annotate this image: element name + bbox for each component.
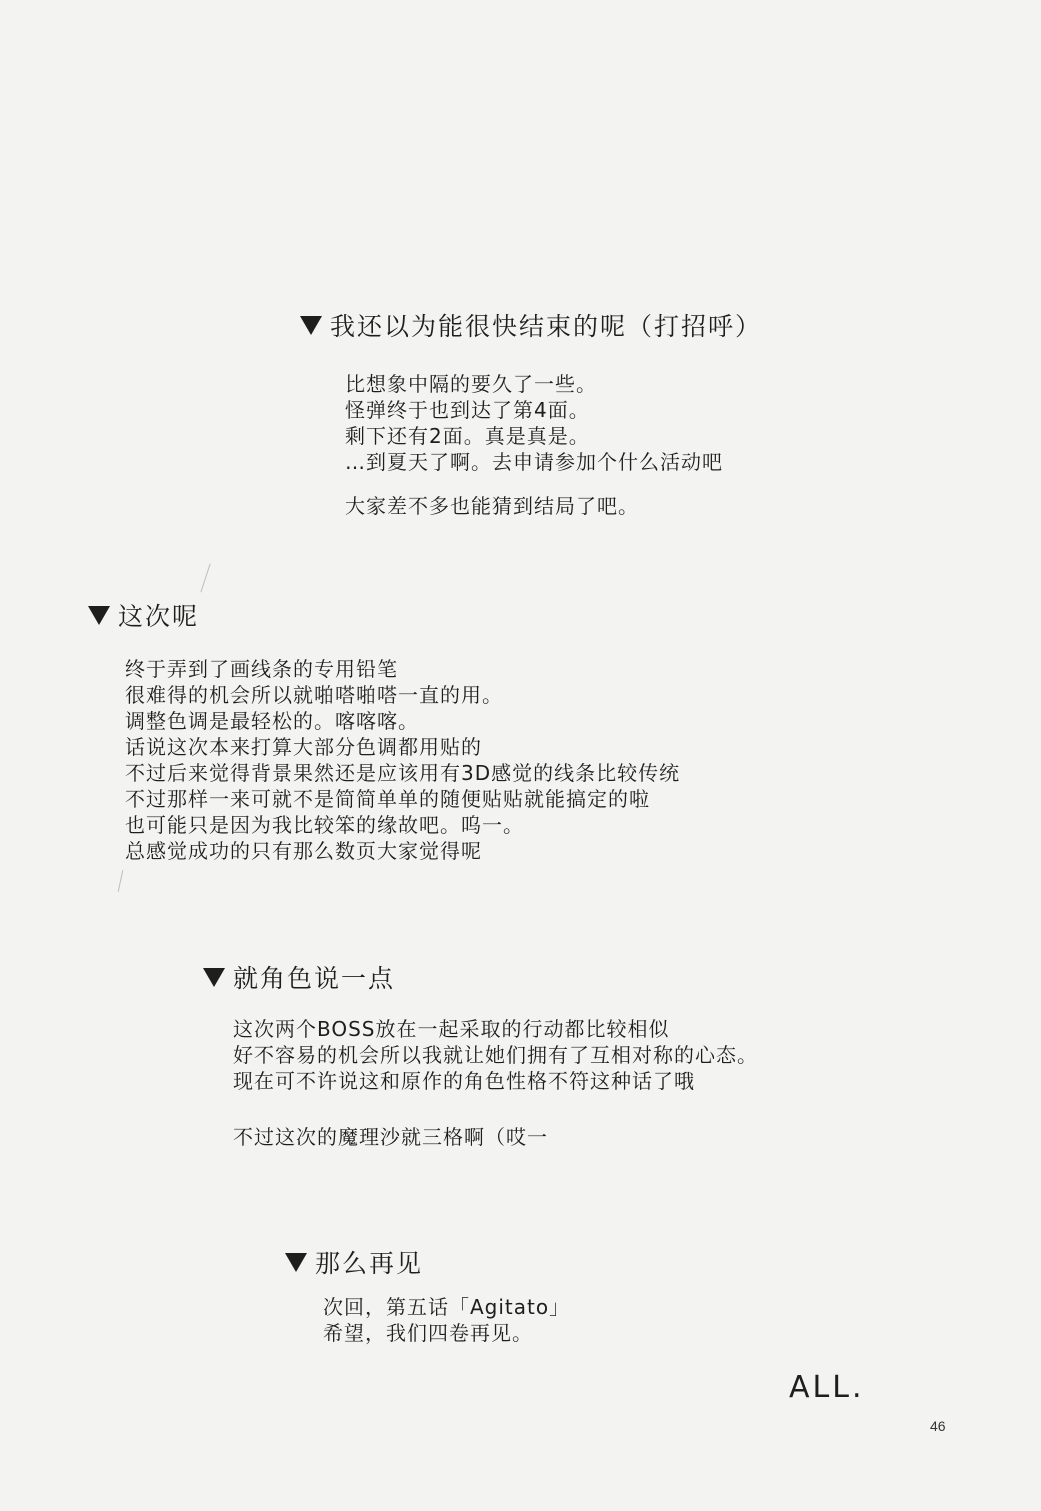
section-body — [125, 656, 680, 864]
section-heading — [300, 308, 762, 342]
triangle-bullet-icon — [285, 1253, 307, 1272]
text-line: 也可能只是因为我比较笨的缘故吧。呜一。 — [125, 813, 524, 837]
triangle-bullet-icon — [300, 316, 322, 335]
heading-text: 这次呢 — [118, 602, 200, 631]
pencil-stroke — [200, 564, 210, 593]
text-line: 调整色调是最轻松的。喀喀喀。 — [125, 709, 419, 733]
text-line: 总感觉成功的只有那么数页大家觉得呢 — [125, 839, 482, 863]
author-signature: ALL. — [789, 1370, 865, 1405]
section-heading — [203, 960, 758, 994]
text-line: 这次两个BOSS放在一起采取的行动都比较相似 — [233, 1017, 670, 1041]
heading-text: 就角色说一点 — [233, 964, 396, 993]
section-body — [345, 371, 762, 519]
text-line: 比想象中隔的要久了一些。 — [345, 372, 597, 396]
text-line: 现在可不许说这和原作的角色性格不符这种话了哦 — [233, 1069, 695, 1093]
section-heading — [88, 598, 680, 632]
text-line: 不过后来觉得背景果然还是应该用有3D感觉的线条比较传统 — [125, 761, 681, 785]
section-heading — [285, 1245, 570, 1279]
text-line: 终于弄到了画线条的专用铅笔 — [125, 657, 398, 681]
heading-text: 那么再见 — [315, 1249, 424, 1278]
pencil-stroke — [118, 870, 124, 892]
section-characters — [203, 960, 758, 1150]
text-line: 次回，第五话「Agitato」 — [323, 1295, 571, 1319]
text-line: 剩下还有2面。真是真是。 — [345, 424, 590, 448]
text-line: 怪弹终于也到达了第4面。 — [345, 398, 590, 422]
section-farewell — [285, 1245, 570, 1346]
text-line: 很难得的机会所以就啪嗒啪嗒一直的用。 — [125, 683, 503, 707]
section-greeting — [300, 308, 762, 519]
text-line: 希望，我们四卷再见。 — [323, 1321, 533, 1345]
page-number: 46 — [930, 1418, 946, 1434]
section-this-time — [88, 598, 680, 864]
blank-line — [233, 1094, 758, 1124]
text-line: 不过那样一来可就不是简简单单的随便贴贴就能搞定的啦 — [125, 787, 650, 811]
text-line: 大家差不多也能猜到结局了吧。 — [345, 494, 639, 518]
heading-text: 我还以为能很快结束的呢（打招呼） — [330, 312, 763, 341]
text-line: 不过这次的魔理沙就三格啊（哎一 — [233, 1125, 548, 1149]
text-line: 好不容易的机会所以我就让她们拥有了互相对称的心态。 — [233, 1043, 758, 1067]
triangle-bullet-icon — [203, 968, 225, 987]
text-line: 话说这次本来打算大部分色调都用贴的 — [125, 735, 482, 759]
blank-line — [345, 475, 762, 493]
text-line: …到夏天了啊。去申请参加个什么活动吧 — [345, 450, 723, 474]
section-body — [233, 1016, 758, 1150]
triangle-bullet-icon — [88, 606, 110, 625]
section-body — [323, 1294, 570, 1346]
